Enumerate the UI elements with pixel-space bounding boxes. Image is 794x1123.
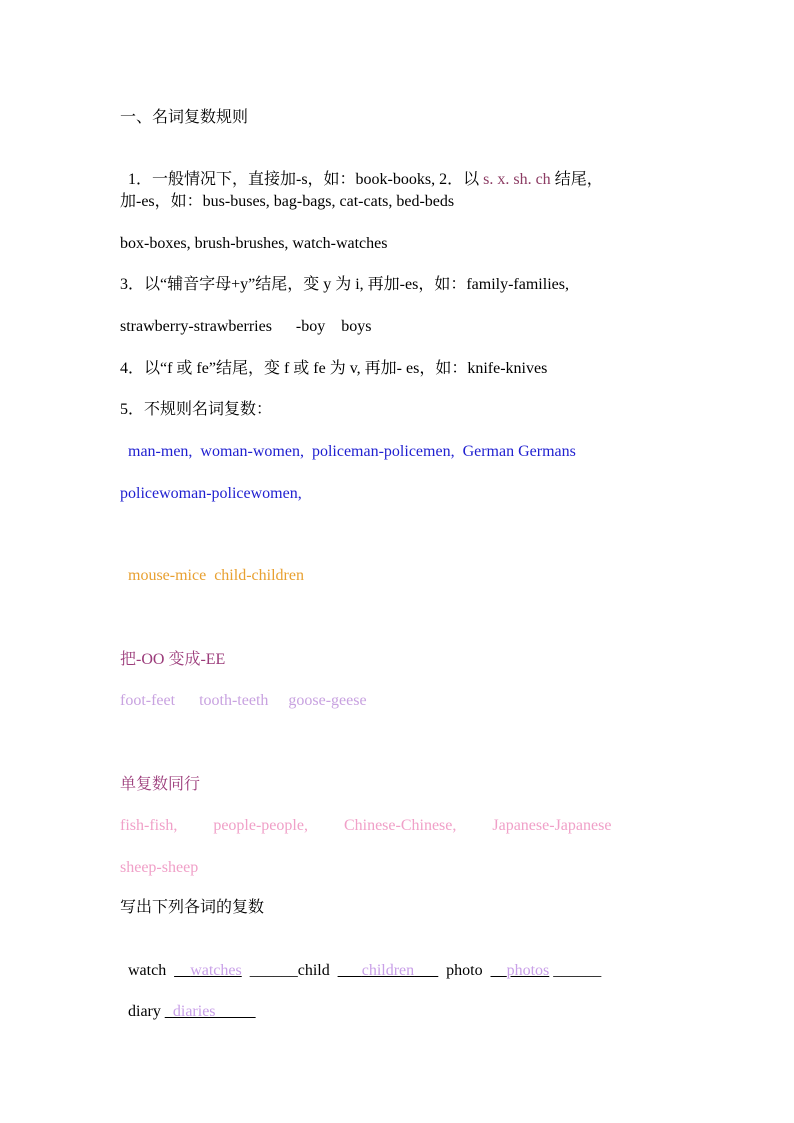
exercise-heading: 写出下列各词的复数 [120,899,265,916]
rule-2-line: 加-es，如：bus-buses, bag-bags, cat-cats, bed-beds [120,193,455,210]
exercise-word-child: child [297,962,338,979]
answer-blank: _____ [215,1003,256,1020]
same-form-heading: 单复数同行 [120,776,201,793]
rule-2-tail: 结尾， [550,171,603,188]
rule-4-line: 4．以“f 或 fe”结尾，变 f 或 fe 为 v, 再加- es，如：knife-knives [120,360,548,377]
answer-children[interactable]: children [361,962,415,979]
irregular-plurals-orange: mouse-mice child-children [120,567,304,584]
answer-blank: __ [490,962,507,979]
same-form-examples: fish-fish, people-people, Chinese-Chinese, Japanese-Japanese [120,817,612,834]
irregular-plurals-line-1: man-men, woman-women, policeman-policemen, German Germans [120,443,576,460]
exercise-line-2 [120,982,256,1022]
rule-2-endings: s. x. sh. ch [483,171,551,188]
exercise-word-diary: diary [128,1003,165,1020]
exercise-word-watch: watch [128,962,175,979]
section-heading: 一、名词复数规则 [120,109,249,126]
answer-blank: _ [164,1003,173,1020]
answer-blank: ______ [549,962,602,979]
rule-1-text: 1．一般情况下，直接加-s，如：book-books, 2．以 [128,171,484,188]
rule-3-examples: strawberry-strawberries -boy boys [120,318,372,335]
rule-5-line: 5．不规则名词复数： [120,401,273,418]
answer-diaries[interactable]: diaries [172,1003,216,1020]
rule-3-line: 3．以“辅音字母+y”结尾，变 y 为 i, 再加-es，如：family-families, [120,276,569,293]
answer-blank: ______ [241,962,298,979]
answer-blank: __ [174,962,191,979]
answer-blank: ___ [414,962,439,979]
answer-watches[interactable]: watches [190,962,242,979]
exercise-word-photo: photo [438,962,491,979]
answer-photos[interactable]: photos [506,962,550,979]
rule-2-examples: box-boxes, brush-brushes, watch-watches [120,235,388,252]
rule-1-line [120,150,603,190]
irregular-plurals-line-2: policewoman-policewomen, [120,485,302,502]
oo-to-ee-heading: 把-OO 变成-EE [120,651,226,668]
answer-blank: ___ [337,962,362,979]
exercise-line-1 [120,941,601,981]
oo-to-ee-examples: foot-feet tooth-teeth goose-geese [120,692,367,709]
same-form-examples-2: sheep-sheep [120,859,199,876]
